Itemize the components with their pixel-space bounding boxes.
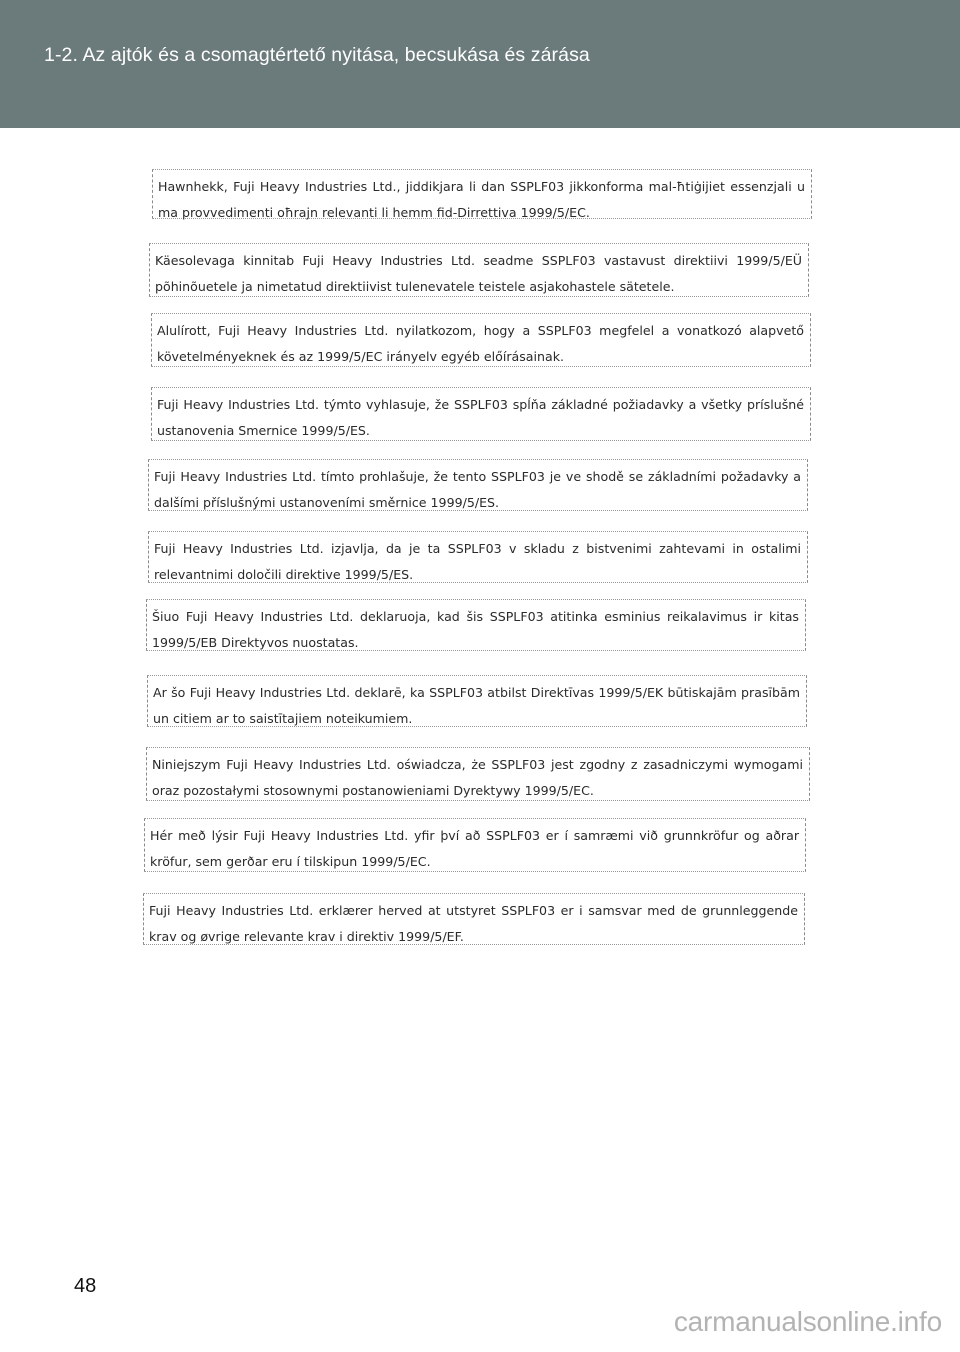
watermark: carmanualsonline.info bbox=[673, 1306, 942, 1337]
declaration-hungarian: Alulírott, Fuji Heavy Industries Ltd. nyilatkozom, hogy a SSPLF03 megfelel a vonatkozó alapvető követelményeknek és az 1999/5/EC irányelv egyéb előírásainak. bbox=[151, 313, 811, 367]
declaration-polish: Niniejszym Fuji Heavy Industries Ltd. oświadcza, że SSPLF03 jest zgodny z zasadniczymi wymogami oraz pozostałymi stosownymi postanowieniami Dyrektywy 1999/5/EC. bbox=[146, 747, 810, 801]
page-title: 1-2. Az ajtók és a csomagtértető nyitása, becsukása és zárása bbox=[44, 44, 590, 66]
page-number: 48 bbox=[74, 1275, 97, 1297]
declaration-slovenian: Fuji Heavy Industries Ltd. izjavlja, da je ta SSPLF03 v skladu z bistvenimi zahtevami in ostalimi relevantnimi določili direktive 1999/5/ES. bbox=[148, 531, 808, 583]
declaration-maltese: Hawnhekk, Fuji Heavy Industries Ltd., jiddikjara li dan SSPLF03 jikkonforma mal-ħtiġijiet essenzjali u ma provvedimenti oħrajn relevanti li hemm fid-Dirrettiva 1999/5/EC. bbox=[152, 169, 812, 219]
declaration-lithuanian: Šiuo Fuji Heavy Industries Ltd. deklaruoja, kad šis SSPLF03 atitinka esminius reikalavimus ir kitas 1999/5/EB Direktyvos nuostatas. bbox=[146, 599, 806, 651]
declaration-estonian: Käesolevaga kinnitab Fuji Heavy Industries Ltd. seadme SSPLF03 vastavust direktiivi 1999/5/EÜ põhinõuetele ja nimetatud direktiivist tulenevatele teistele asjakohastele sätetele. bbox=[149, 243, 809, 297]
declaration-icelandic: Hér með lýsir Fuji Heavy Industries Ltd. yfir því að SSPLF03 er í samræmi við grunnkröfur og aðrar kröfur, sem gerðar eru í tilskipun 1999/5/EC. bbox=[144, 818, 806, 872]
declaration-norwegian: Fuji Heavy Industries Ltd. erklærer herved at utstyret SSPLF03 er i samsvar med de grunnleggende krav og øvrige relevante krav i direktiv 1999/5/EF. bbox=[143, 893, 805, 945]
declaration-latvian: Ar šo Fuji Heavy Industries Ltd. deklarē, ka SSPLF03 atbilst Direktīvas 1999/5/EK būtiskajām prasībām un citiem ar to saistītajiem noteikumiem. bbox=[147, 675, 807, 727]
header-band bbox=[0, 0, 960, 128]
declaration-slovak: Fuji Heavy Industries Ltd. týmto vyhlasuje, že SSPLF03 spĺňa základné požiadavky a všetky príslušné ustanovenia Smernice 1999/5/ES. bbox=[151, 387, 811, 441]
declaration-czech: Fuji Heavy Industries Ltd. tímto prohlašuje, že tento SSPLF03 je ve shodě se základními požadavky a dalšími příslušnými ustanoveními směrnice 1999/5/ES. bbox=[148, 459, 808, 511]
